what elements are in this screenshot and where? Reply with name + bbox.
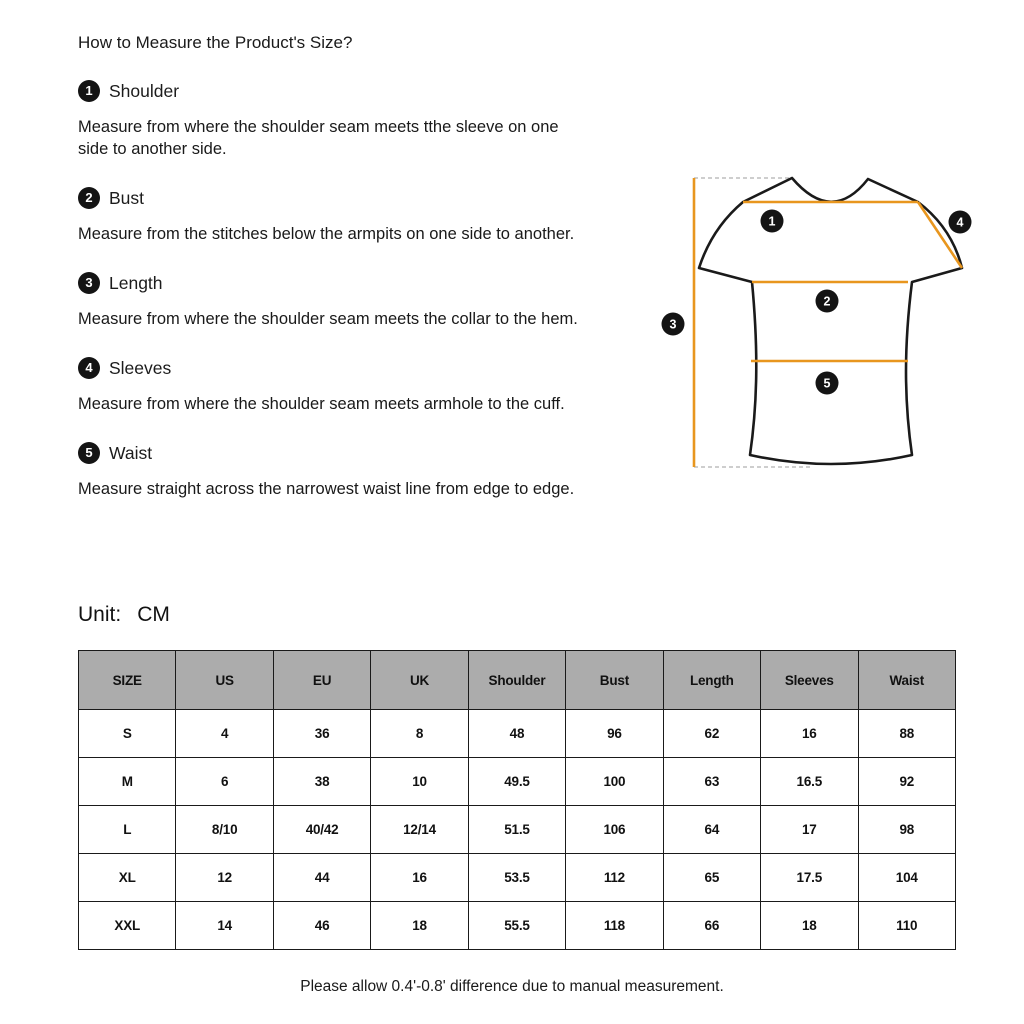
table-cell: 8/10 (176, 806, 273, 854)
instruction-label: Waist (109, 443, 153, 463)
table-header-row (79, 651, 956, 710)
number-3-badge-icon: 3 (78, 272, 100, 294)
table-cell: 106 (566, 806, 663, 854)
table-header-cell: Sleeves (761, 651, 858, 710)
table-cell: 10 (371, 758, 468, 806)
table-cell: 51.5 (468, 806, 565, 854)
instruction-heading-bust (78, 186, 618, 210)
size-table (78, 650, 956, 950)
table-cell: 40/42 (273, 806, 370, 854)
instruction-heading-waist (78, 441, 618, 465)
instruction-label: Bust (109, 188, 145, 208)
diagram-badge-3 (662, 313, 685, 336)
svg-text:1: 1 (768, 214, 776, 229)
table-cell: 63 (663, 758, 760, 806)
table-header-cell: Length (663, 651, 760, 710)
table-cell: 4 (176, 710, 273, 758)
instruction-heading-sleeves (78, 356, 618, 380)
table-header-cell: US (176, 651, 273, 710)
table-cell: XXL (79, 902, 176, 950)
unit-value: CM (137, 603, 170, 626)
table-header-cell: UK (371, 651, 468, 710)
tshirt-measurement-diagram (640, 150, 1024, 490)
table-cell: 62 (663, 710, 760, 758)
instruction-description: Measure straight across the narrowest waist line from edge to edge. (78, 480, 575, 498)
instructions-panel (78, 31, 618, 500)
tshirt-outline (699, 178, 962, 464)
instruction-description: Measure from where the shoulder seam meets armhole to the cuff. (78, 395, 565, 413)
table-row (79, 854, 956, 902)
page-title: How to Measure the Product's Size? (78, 33, 353, 52)
table-cell: 18 (371, 902, 468, 950)
svg-text:2: 2 (823, 294, 831, 309)
table-row (79, 758, 956, 806)
unit-line (78, 603, 170, 627)
size-table-head (79, 651, 956, 710)
table-cell: 48 (468, 710, 565, 758)
table-cell: 65 (663, 854, 760, 902)
table-cell: 96 (566, 710, 663, 758)
table-cell: 88 (858, 710, 956, 758)
table-cell: 12 (176, 854, 273, 902)
instruction-label: Length (109, 273, 163, 293)
diagram-badge-4 (949, 211, 972, 234)
table-cell: 17.5 (761, 854, 858, 902)
table-cell: 18 (761, 902, 858, 950)
table-header-cell: SIZE (79, 651, 176, 710)
diagram-badge-2 (816, 290, 839, 313)
table-row (79, 806, 956, 854)
table-cell: 104 (858, 854, 956, 902)
instruction-heading-length (78, 271, 618, 295)
table-cell: 53.5 (468, 854, 565, 902)
instruction-description: Measure from where the shoulder seam meets tthe sleeve on one side to another side. (78, 118, 559, 158)
table-cell: 17 (761, 806, 858, 854)
diagram-badge-1 (761, 210, 784, 233)
table-cell: 112 (566, 854, 663, 902)
instruction-description: Measure from the stitches below the armpits on one side to another. (78, 225, 575, 243)
instruction-label: Shoulder (109, 81, 180, 101)
table-cell: 110 (858, 902, 956, 950)
table-cell: S (79, 710, 176, 758)
table-cell: 46 (273, 902, 370, 950)
table-cell: 36 (273, 710, 370, 758)
table-cell: 118 (566, 902, 663, 950)
table-cell: 8 (371, 710, 468, 758)
table-cell: XL (79, 854, 176, 902)
svg-text:4: 4 (956, 215, 964, 230)
table-cell: L (79, 806, 176, 854)
svg-text:5: 5 (823, 376, 831, 391)
instruction-heading-shoulder (78, 79, 618, 103)
table-cell: M (79, 758, 176, 806)
instruction-label: Sleeves (109, 358, 172, 378)
table-header-cell: Bust (566, 651, 663, 710)
table-cell: 92 (858, 758, 956, 806)
table-row (79, 710, 956, 758)
table-cell: 16 (371, 854, 468, 902)
size-table-body (79, 710, 956, 950)
table-cell: 98 (858, 806, 956, 854)
table-cell: 12/14 (371, 806, 468, 854)
table-cell: 49.5 (468, 758, 565, 806)
table-cell: 55.5 (468, 902, 565, 950)
unit-label: Unit: (78, 603, 122, 626)
diagram-badge-5 (816, 372, 839, 395)
number-5-badge-icon: 5 (78, 442, 100, 464)
table-cell: 16.5 (761, 758, 858, 806)
table-cell: 66 (663, 902, 760, 950)
table-cell: 14 (176, 902, 273, 950)
table-cell: 6 (176, 758, 273, 806)
svg-text:3: 3 (669, 317, 677, 332)
table-cell: 44 (273, 854, 370, 902)
number-2-badge-icon: 2 (78, 187, 100, 209)
table-cell: 64 (663, 806, 760, 854)
footer-note: Please allow 0.4'-0.8' difference due to manual measurement. (300, 978, 724, 995)
table-cell: 16 (761, 710, 858, 758)
table-row (79, 902, 956, 950)
number-1-badge-icon: 1 (78, 80, 100, 102)
table-header-cell: EU (273, 651, 370, 710)
size-table-container (78, 650, 956, 950)
table-cell: 38 (273, 758, 370, 806)
instruction-description: Measure from where the shoulder seam meets the collar to the hem. (78, 310, 578, 328)
table-header-cell: Shoulder (468, 651, 565, 710)
table-header-cell: Waist (858, 651, 956, 710)
number-4-badge-icon: 4 (78, 357, 100, 379)
table-cell: 100 (566, 758, 663, 806)
